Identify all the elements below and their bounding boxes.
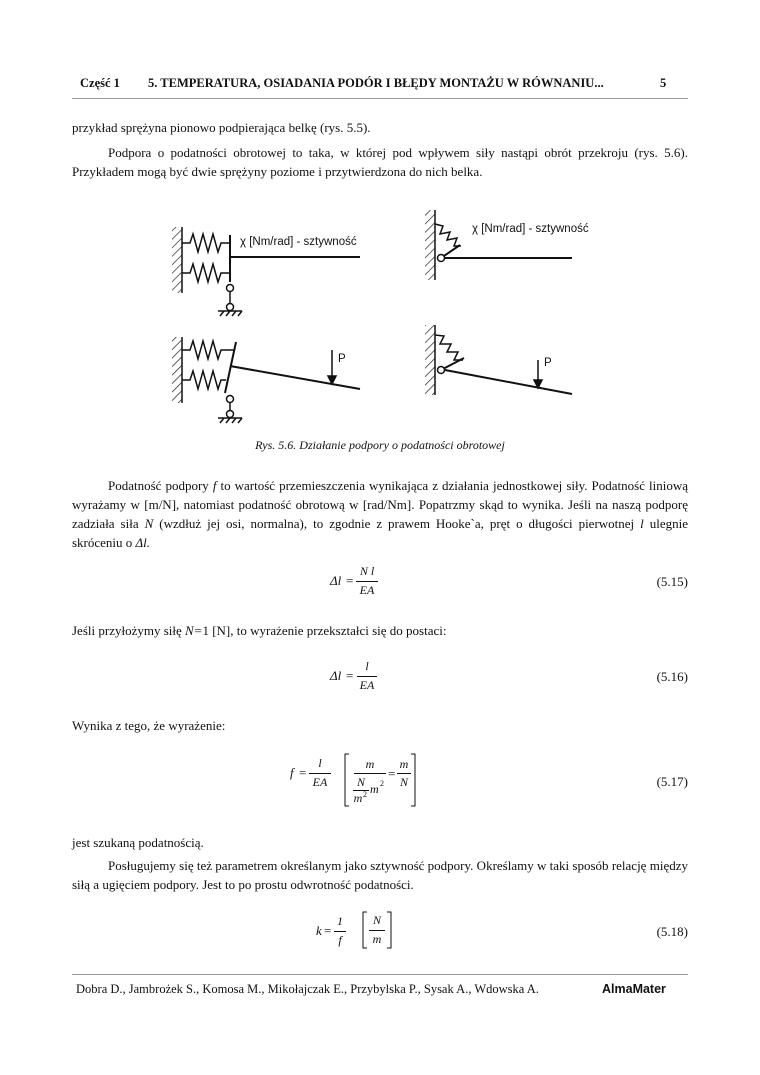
paragraph-5: Wynika z tego, że wyrażenie: <box>72 718 226 733</box>
footer-authors: Dobra D., Jambrożek S., Komosa M., Mikołajczak E., Przybylska P., Sysak A., Wdowska A. <box>76 982 539 996</box>
footer-rule <box>72 974 688 975</box>
spring-lower <box>182 371 226 389</box>
eq517-equals-2: = <box>388 766 396 781</box>
p3-text-2: to wartość przemieszczenia wynikająca z działania jednostkowej siły. Podatność liniową wyrażamy w [m/N], natomiast podatność obrotową w [rad/Nm]. Popatrzmy skąd to wynika. Jeśli na naszą podporę zadziała siła <box>72 478 689 531</box>
paragraph-1: przykład sprężyna pionowo podpierająca belkę (rys. 5.5). <box>72 120 371 135</box>
paragraph-4 <box>72 621 688 640</box>
beam <box>230 366 360 389</box>
eq518-number: (5.18) <box>656 924 688 939</box>
eq517-unit-inner-denominator: m <box>353 791 363 805</box>
support-diagram-bottom-left <box>172 337 360 423</box>
header-title: 5. TEMPERATURA, OSIADANIA PODÓR I BŁĘDY MONTAŻU W RÓWNANIU... <box>148 76 604 90</box>
stiffness-label-right: χ [Nm/rad] - sztywność <box>472 223 589 235</box>
eq517-result-denominator: N <box>399 775 408 789</box>
eq517-equals: = <box>299 765 307 780</box>
eq515-lhs: Δl <box>330 573 342 588</box>
p3-text-3: (wzdłuż jej osi, normalna), to zgodnie z prawem Hooke`a, pręt o długości pierwotnej <box>159 516 635 531</box>
header-rule <box>72 98 688 99</box>
header-part: Część 1 <box>80 76 120 90</box>
eq518-fraction-line <box>334 931 346 932</box>
eq516-fraction-line <box>357 676 377 677</box>
eq517-unit-numerator: m <box>365 757 375 771</box>
eq516-number: (5.16) <box>656 669 688 684</box>
figure-5-6 <box>160 200 600 425</box>
eq518-lhs: k <box>316 923 322 938</box>
eq516-numerator: l <box>365 659 369 673</box>
eq517-fraction-line <box>309 773 331 774</box>
eq516-lhs: Δl <box>330 668 342 683</box>
eq518-unit-denominator: m <box>372 932 382 946</box>
eq518-numerator: 1 <box>337 914 343 928</box>
spring-upper <box>182 341 234 359</box>
eq515-denominator: EA <box>359 583 375 597</box>
eq517-result-line <box>397 773 411 774</box>
page-number: 5 <box>660 76 667 90</box>
eq515-equals: = <box>346 573 354 588</box>
eq517-number: (5.17) <box>656 774 688 789</box>
spring-lower <box>182 264 230 282</box>
p3-text-1: Podatność podpory <box>108 478 209 493</box>
eq517-lhs: f <box>290 765 294 780</box>
p3-symbol-dl: Δl. <box>135 535 151 550</box>
paragraph-6: jest szukaną podatnością. <box>72 835 204 850</box>
p3-symbol-f: f <box>212 478 217 493</box>
paragraph-2: Podpora o podatności obrotowej to taka, w której pod wpływem siły nastąpi obrót przekroju (rys. 5.6). Przykładem mogą być dwie sprężyny poziome i przytwierdzona do nich belka. <box>72 145 688 179</box>
paragraph-7: Posługujemy się też parametrem określanym jako sztywność podpory. Określamy w taki sposób relację między siłą a ugięciem podpory. Jest to po prostu odwrotność podatności. <box>72 858 688 892</box>
eq515-fraction-line <box>356 581 378 582</box>
eq518-unit-numerator: N <box>372 913 381 927</box>
eq517-result-numerator: m <box>399 757 409 771</box>
rotational-spring <box>435 335 463 360</box>
eq516-equals: = <box>346 668 354 683</box>
eq516-denominator: EA <box>359 678 375 692</box>
eq517-unit-inner-exponent: 2 <box>363 790 367 799</box>
beam <box>445 370 572 394</box>
p4-text-1: Jeśli przyłożymy siłę <box>72 623 182 638</box>
rotational-spring <box>435 224 461 246</box>
eq517-unit-m-exponent: 2 <box>380 779 384 788</box>
eq518-denominator: f <box>338 933 342 947</box>
load-label-left: P <box>338 353 346 365</box>
eq518-unit-fraction-line <box>369 930 385 931</box>
p3-symbol-l: l <box>640 516 644 531</box>
eq517-unit-fraction-line <box>354 773 386 774</box>
eq517-denominator: EA <box>312 775 328 789</box>
eq515-numerator: N l <box>359 564 375 578</box>
eq518-equals: = <box>324 923 332 938</box>
eq515-number: (5.15) <box>656 574 688 589</box>
p3-symbol-N: N <box>144 516 154 531</box>
figure-caption: Rys. 5.6. Działanie podpory o podatności obrotowej <box>255 438 505 452</box>
p4-text-2: 1 [N], to wyrażenie przekształci się do postaci: <box>202 623 447 638</box>
eq517-unit-m: m <box>370 782 379 796</box>
spring-upper <box>182 234 230 252</box>
eq517-unit-inner-numerator: N <box>356 775 365 789</box>
stiffness-label-left: χ [Nm/rad] - sztywność <box>240 236 357 248</box>
load-label-right: P <box>544 357 552 369</box>
eq517-numerator: l <box>318 756 322 770</box>
support-diagram-top-right <box>425 210 572 280</box>
p3-text-4: ulegnie skróceniu o <box>72 516 689 550</box>
footer-brand: AlmaMater <box>602 982 666 996</box>
p4-symbol-N: N= <box>185 623 203 638</box>
paragraph-3 <box>72 476 688 552</box>
